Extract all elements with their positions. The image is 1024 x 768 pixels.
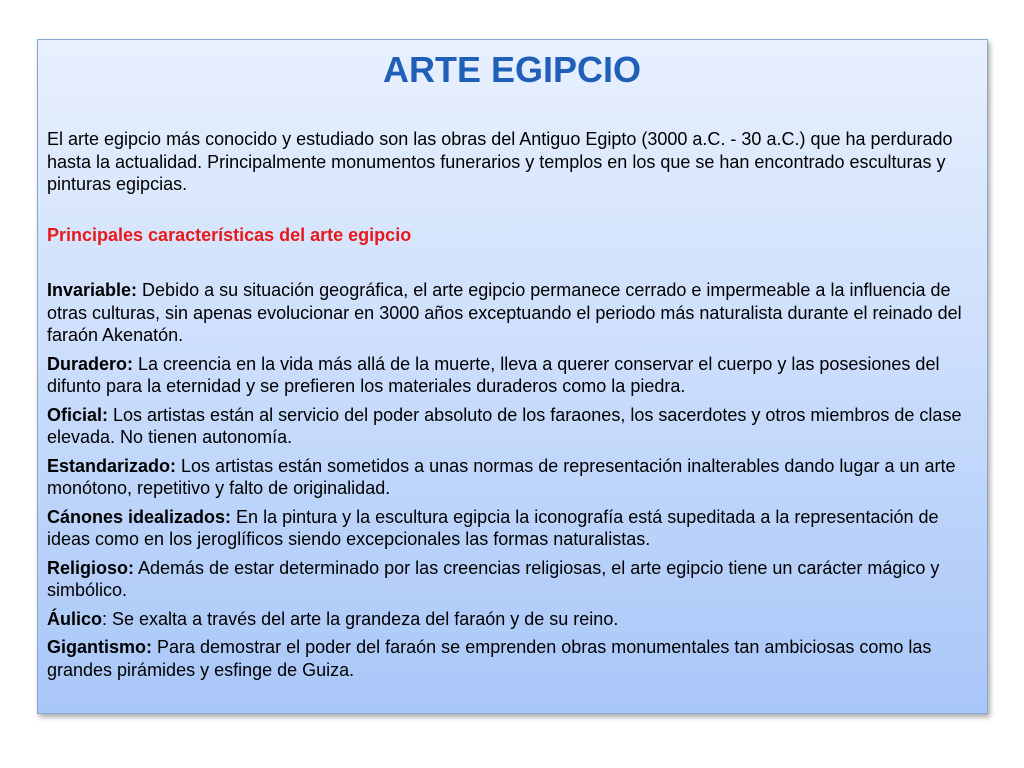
trait-text: Los artistas están al servicio del poder absoluto de los faraones, los sacerdotes y otros miembros de clase elevada. No tienen autonomía. — [47, 404, 962, 447]
trait-religioso — [47, 557, 977, 602]
trait-name: Cánones idealizados: — [47, 506, 232, 527]
trait-name: Duradero: — [47, 353, 134, 374]
section-subheading: Principales características del arte egipcio — [47, 224, 412, 245]
trait-name: Invariable: — [47, 280, 138, 300]
trait-name: Estandarizado: — [47, 455, 177, 476]
trait-duradero — [47, 353, 977, 398]
intro-paragraph: El arte egipcio más conocido y estudiado son las obras del Antiguo Egipto (3000 a.C. - 30 a.C.) que ha perdurado hasta la actualidad. Principalmente monumentos funerarios y templos en los que se han encontrado esculturas y pinturas egipcias. — [47, 129, 953, 194]
trait-aulico — [47, 608, 977, 631]
trait-canones-idealizados — [47, 506, 977, 551]
trait-name: Gigantismo: — [47, 637, 153, 657]
trait-text: La creencia en la vida más allá de la muerte, lleva a querer conservar el cuerpo y las posesiones del difunto para la eternidad y se prefieren los materiales duraderos como la piedra. — [47, 353, 940, 396]
trait-name: Oficial: — [47, 404, 109, 425]
trait-gigantismo — [47, 636, 977, 681]
trait-text: Los artistas están sometidos a unas normas de representación inalterables dando lugar a un arte monótono, repetitivo y falto de originalidad. — [47, 455, 956, 498]
trait-estandarizado — [47, 455, 977, 500]
trait-text: Además de estar determinado por las creencias religiosas, el arte egipcio tiene un carácter mágico y simbólico. — [47, 557, 940, 600]
trait-text: : Se exalta a través del arte la grandeza del faraón y de su reino. — [102, 608, 619, 629]
trait-invariable — [47, 279, 977, 347]
trait-name: Áulico — [47, 608, 103, 629]
slide-title: ARTE EGIPCIO — [382, 49, 642, 90]
trait-text: Debido a su situación geográfica, el arte egipcio permanece cerrado e impermeable a la influencia de otras culturas, sin apenas evolucionar en 3000 años exceptuando el periodo más naturalista durante el reinado del faraón Akenatón. — [47, 280, 962, 345]
slide-body — [47, 128, 977, 687]
trait-oficial — [47, 404, 977, 449]
trait-name: Religioso: — [47, 557, 135, 578]
trait-text: Para demostrar el poder del faraón se emprenden obras monumentales tan ambiciosas como las grandes pirámides y esfinge de Guiza. — [47, 637, 932, 680]
trait-text: En la pintura y la escultura egipcia la iconografía está supeditada a la representación de ideas como en los jeroglíficos siendo excepcionales las formas naturalistas. — [47, 506, 939, 549]
